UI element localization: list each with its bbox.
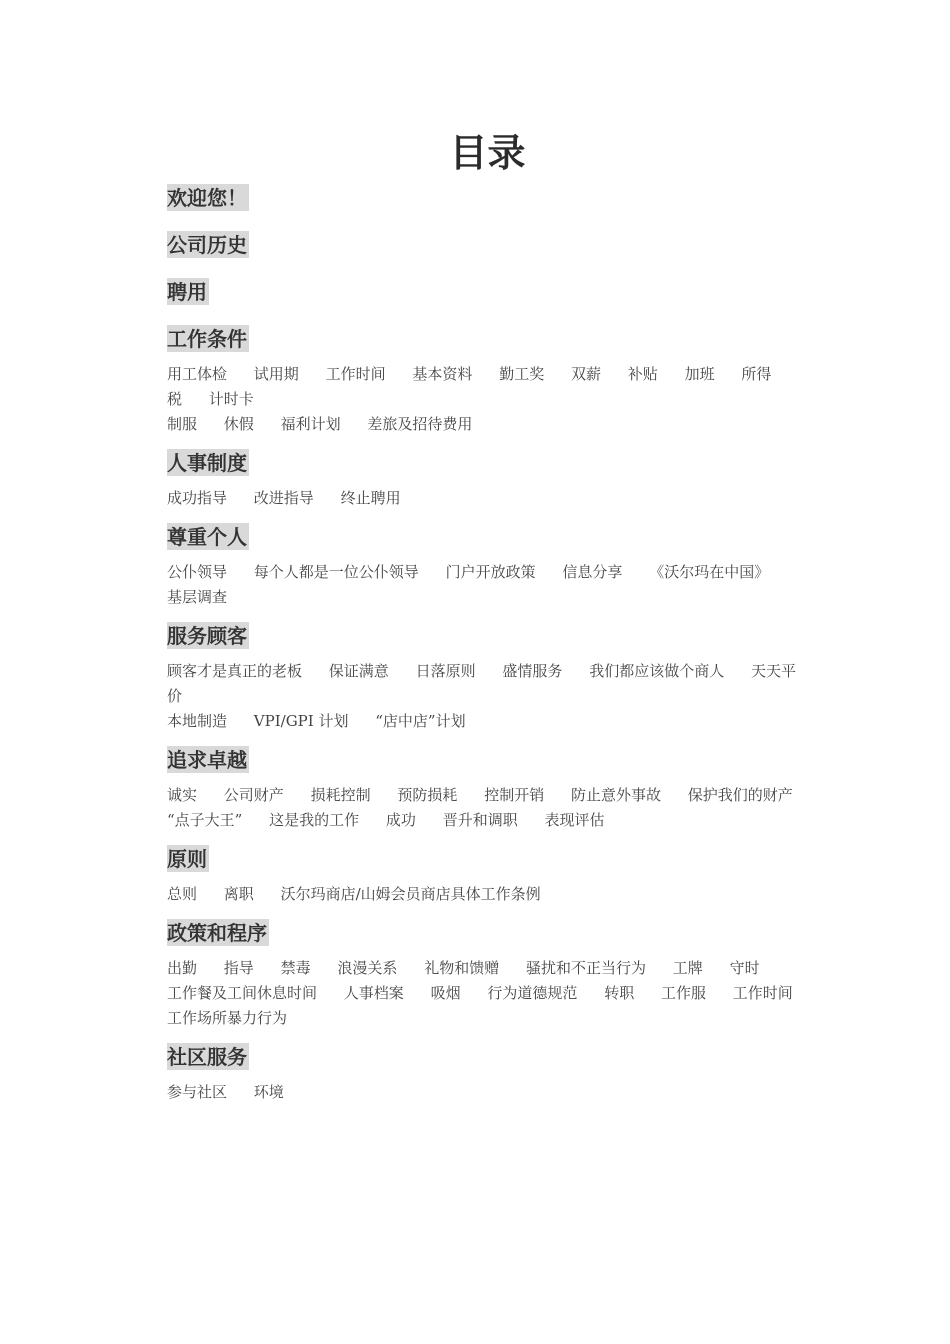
subsection-item[interactable]: 信息分享 [562,563,623,581]
subsection-item[interactable]: 基层调查 [167,588,228,606]
subsection-line [167,1080,807,1105]
subsection-line [167,882,807,907]
subsection-line [167,362,807,412]
subsection-item[interactable]: 防止意外事故 [570,786,661,804]
subsection-item[interactable]: 指导 [223,959,254,977]
toc-section [167,523,807,610]
subsection-item[interactable]: 日落原则 [415,662,476,680]
subsection-item[interactable]: 成功指导 [167,489,228,507]
subsection-item[interactable]: 顾客才是真正的老板 [167,662,303,680]
subsection-item[interactable]: 《沃尔玛在中国》 [649,563,770,581]
toc-section [167,919,807,1031]
subsection-item[interactable]: 参与社区 [167,1083,228,1101]
subsection-item[interactable]: 成功 [385,811,416,829]
subsection-item[interactable]: 基本资料 [412,365,473,383]
toc-section [167,746,807,833]
subsection-item[interactable]: 浪漫关系 [337,959,398,977]
subsection-item[interactable]: 制服 [167,415,198,433]
subsection-item[interactable]: 休假 [223,415,254,433]
subsection-item[interactable]: 工作时间 [325,365,386,383]
subsection-item[interactable]: 门户开放政策 [445,563,536,581]
subsection-item[interactable]: 预防损耗 [397,786,458,804]
subsection-item[interactable]: 人事档案 [343,984,404,1002]
section-heading[interactable]: 聘用 [167,280,207,304]
subsection-line [167,808,807,833]
subsection-line [167,659,807,709]
subsection-item[interactable]: 补贴 [627,365,658,383]
section-heading[interactable]: 公司历史 [167,233,247,257]
subsection-line [167,956,807,981]
toc-section [167,622,807,734]
subsection-item[interactable]: 转职 [604,984,635,1002]
toc-section [167,184,807,231]
subsection-item[interactable]: 用工体检 [167,365,228,383]
subsection-item[interactable]: 诚实 [167,786,198,804]
subsection-item[interactable]: 福利计划 [280,415,341,433]
subsection-item[interactable]: 出勤 [167,959,198,977]
subsection-item[interactable]: 保护我们的财产 [687,786,793,804]
page-title: 目录 [449,131,526,175]
toc-section [167,449,807,511]
toc-section [167,325,807,437]
subsection-item[interactable]: 这是我的工作 [269,811,360,829]
subsection-item[interactable]: 吸烟 [430,984,461,1002]
subsection-item[interactable]: VPI/GPI 计划 [253,712,349,730]
subsection-item[interactable]: 本地制造 [167,712,228,730]
subsection-item[interactable]: 离职 [223,885,254,903]
subsection-item[interactable]: 表现评估 [544,811,605,829]
subsection-item[interactable]: 晋升和调职 [442,811,518,829]
subsection-item[interactable]: 盛情服务 [502,662,563,680]
subsection-item[interactable]: 加班 [684,365,715,383]
subsection-item[interactable]: 所得税 [167,365,772,408]
subsection-item[interactable]: 保证满意 [328,662,389,680]
section-heading[interactable]: 追求卓越 [167,748,247,772]
subsection-item[interactable]: 沃尔玛商店/山姆会员商店具体工作条例 [280,885,541,903]
subsection-item[interactable]: 我们都应该做个商人 [589,662,725,680]
subsection-line [167,709,807,734]
section-heading[interactable]: 社区服务 [167,1045,247,1069]
subsection-item[interactable]: 禁毒 [280,959,311,977]
subsection-item[interactable]: “点子大王” [167,811,243,829]
subsection-item[interactable]: 工牌 [672,959,703,977]
subsection-line [167,783,807,808]
subsection-item[interactable]: 每个人都是一位公仆领导 [253,563,419,581]
toc-section [167,845,807,907]
subsection-item[interactable]: 礼物和馈赠 [424,959,500,977]
subsection-item[interactable]: 守时 [729,959,760,977]
subsection-item[interactable]: 环境 [253,1083,284,1101]
subsection-item[interactable]: 勤工奖 [499,365,545,383]
section-heading[interactable]: 工作条件 [167,327,247,351]
subsection-item[interactable]: “店中店”计划 [375,712,466,730]
subsection-item[interactable]: 工作时间 [732,984,793,1002]
subsection-line [167,486,807,511]
subsection-item[interactable]: 公仆领导 [167,563,228,581]
subsection-line [167,981,807,1006]
section-heading[interactable]: 政策和程序 [167,921,267,945]
section-heading[interactable]: 服务顾客 [167,624,247,648]
subsection-line [167,560,807,585]
subsection-line [167,585,807,610]
subsection-item[interactable]: 损耗控制 [310,786,371,804]
subsection-item[interactable]: 控制开销 [484,786,545,804]
section-heading[interactable]: 尊重个人 [167,525,247,549]
subsection-item[interactable]: 终止聘用 [340,489,401,507]
subsection-item[interactable]: 公司财产 [223,786,284,804]
subsection-item[interactable]: 总则 [167,885,198,903]
section-heading[interactable]: 人事制度 [167,451,247,475]
subsection-item[interactable]: 行为道德规范 [487,984,578,1002]
subsection-item[interactable]: 差旅及招待费用 [367,415,473,433]
subsection-item[interactable]: 试用期 [253,365,299,383]
table-of-contents [167,184,807,1117]
subsection-item[interactable]: 双薪 [570,365,601,383]
toc-section [167,1043,807,1105]
toc-section [167,278,807,325]
subsection-line [167,412,807,437]
subsection-item[interactable]: 天天平价 [167,662,796,705]
section-heading[interactable]: 欢迎您！ [167,186,247,210]
subsection-item[interactable]: 骚扰和不正当行为 [525,959,646,977]
subsection-item[interactable]: 计时卡 [208,390,254,408]
subsection-item[interactable]: 工作服 [660,984,706,1002]
subsection-line [167,1006,807,1031]
subsection-item[interactable]: 改进指导 [253,489,314,507]
subsection-item[interactable]: 工作餐及工间休息时间 [167,984,318,1002]
subsection-item[interactable]: 工作场所暴力行为 [167,1009,288,1027]
section-heading[interactable]: 原则 [167,847,207,871]
toc-section [167,231,807,278]
